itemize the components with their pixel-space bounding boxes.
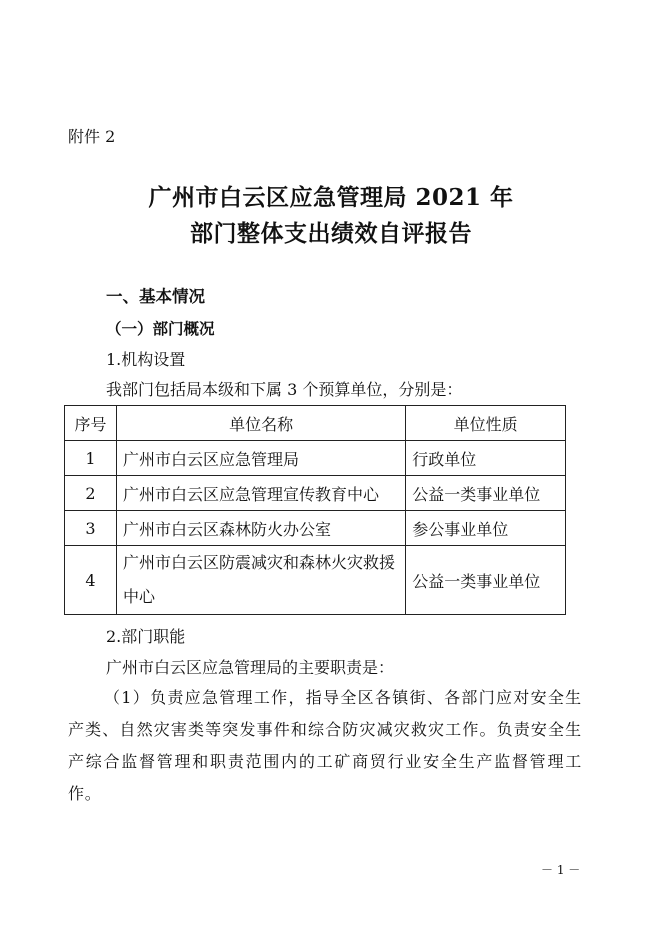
row-unit-name: 广州市白云区应急管理局	[116, 441, 405, 476]
row-number: 3	[65, 511, 117, 546]
row-number: 2	[65, 476, 117, 511]
functions-paragraph-1: （1）负责应急管理工作，指导全区各镇街、各部门应对安全生产类、自然灾害类等突发事件和综合防灾减灾救灾工作。负责安全生产综合监督管理和职责范围内的工矿商贸行业安全生产监督管理工作。	[68, 688, 582, 803]
row-unit-type: 行政单位	[406, 441, 566, 476]
table-row	[65, 511, 566, 546]
row-number: 4	[65, 546, 117, 615]
units-intro-text: 我部门包括局本级和下属 3 个预算单位，分别是：	[106, 380, 463, 399]
row-unit-name: 广州市白云区防震减灾和森林火灾救援中心	[116, 546, 405, 615]
table-header-row	[65, 406, 566, 441]
page-number: － 1 －	[541, 863, 581, 877]
column-header-unit-type: 单位性质	[406, 406, 566, 441]
row-unit-type: 参公事业单位	[406, 511, 566, 546]
row-unit-name: 广州市白云区森林防火办公室	[116, 511, 405, 546]
budget-units-table	[64, 405, 566, 615]
item-title-structure: 1.机构设置	[106, 350, 186, 369]
row-unit-type: 公益一类事业单位	[406, 546, 566, 615]
report-title-line1: 广州市白云区应急管理局 2021 年	[148, 184, 514, 211]
table-row	[65, 546, 566, 615]
table-row	[65, 476, 566, 511]
functions-intro-text: 广州市白云区应急管理局的主要职责是：	[106, 658, 395, 677]
attachment-label: 附件 2	[68, 127, 116, 146]
column-header-unit-name: 单位名称	[116, 406, 405, 441]
subsection-heading-department-overview: （一）部门概况	[106, 320, 215, 338]
row-number: 1	[65, 441, 117, 476]
section-heading-basic-info: 一、基本情况	[106, 287, 205, 306]
column-header-number: 序号	[65, 406, 117, 441]
item-title-functions: 2.部门职能	[106, 627, 186, 646]
row-unit-name: 广州市白云区应急管理宣传教育中心	[116, 476, 405, 511]
row-unit-type: 公益一类事业单位	[406, 476, 566, 511]
table-row	[65, 441, 566, 476]
report-title-line2: 部门整体支出绩效自评报告	[190, 220, 472, 247]
